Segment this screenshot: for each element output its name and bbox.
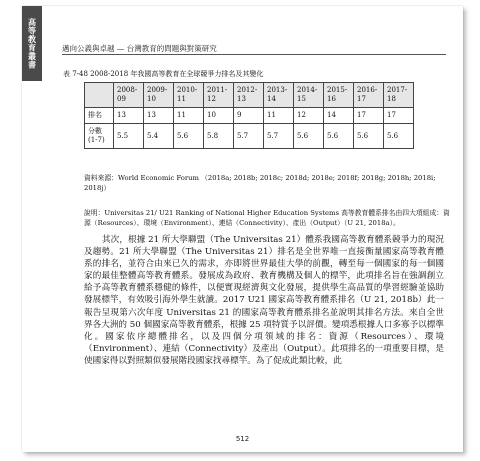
page-number: 512 bbox=[235, 435, 250, 443]
table-header-cell bbox=[85, 83, 114, 108]
table-header-cell: 2013-14 bbox=[264, 83, 294, 108]
table-row-rank bbox=[85, 108, 414, 124]
table-header-cell: 2010-11 bbox=[174, 83, 204, 108]
table-header-cell: 2015-16 bbox=[324, 83, 354, 108]
table-cell: 5.7 bbox=[234, 124, 264, 149]
table-cell: 5.6 bbox=[174, 124, 204, 149]
table-cell: 5.6 bbox=[324, 124, 354, 149]
table-header-cell: 2009-10 bbox=[144, 83, 174, 108]
table-cell: 13 bbox=[144, 108, 174, 124]
table-header-cell: 2016-17 bbox=[354, 83, 384, 108]
table-cell: 12 bbox=[294, 108, 324, 124]
side-tab-label: 高等教育叢書 bbox=[27, 18, 37, 69]
table-cell: 11 bbox=[264, 108, 294, 124]
ranking-table bbox=[84, 82, 414, 149]
table-header-cell: 2014-15 bbox=[294, 83, 324, 108]
table-cell: 13 bbox=[114, 108, 144, 124]
table-cell: 5.6 bbox=[354, 124, 384, 149]
table-cell: 5.8 bbox=[204, 124, 234, 149]
table-cell: 5.4 bbox=[144, 124, 174, 149]
table-cell: 17 bbox=[354, 108, 384, 124]
body-paragraph: 其次，根據 21 所大學聯盟（The Universitas 21）體系我國高等教育體系競爭力的現況及趨勢。21 所大學聯盟（The Universitas 21）排名是全世界唯一直接衡量國家高等教育體系的排名，並符合由來已久的需求，亦即將世界最佳大學的前觀，轉至每一個國家的每一個國家的最佳整體高等教育體系。發展成為政府、教育機構及個人的標竿，此項排名旨在強調創立給予高等教育體系穩健的條件，以便實現經濟與文化發展，提供學生高品質的學習經驗並協助發展標竿，有效吸引海外學生就讀。2017 U21 國家高等教育體系排名（U 21, 2018b）此一報告呈現第六次年度 Universitas 21 的國家高等教育體系排名並說明其排名方法。來自全世界各大洲的 50 個國家高等教育體系，根據 25 項特質予以評價。變項悉根據人口多寡予以標準化。國家依序總體排名，以及四個分項領域的排名：資源（Resources）、環境（Environment）、連結（Connectivity）及產出（Output）。此項排名的一項重要目標，是使國家得以對照類似發展階段國家找尋標竿。為了促成此類比較，此 bbox=[84, 235, 444, 366]
side-tab bbox=[22, 6, 42, 81]
table-cell: 14 bbox=[324, 108, 354, 124]
table-row-score bbox=[85, 124, 414, 149]
header-rule bbox=[62, 54, 446, 55]
table-header-cell: 2017-18 bbox=[384, 83, 414, 108]
table-header-cell: 2008-09 bbox=[114, 83, 144, 108]
table-header-cell: 2011-12 bbox=[204, 83, 234, 108]
table-cell: 5.6 bbox=[384, 124, 414, 149]
document-page bbox=[22, 6, 463, 452]
table-cell: 11 bbox=[174, 108, 204, 124]
table-header-cell: 2012-13 bbox=[234, 83, 264, 108]
table-source: 資料來源：World Economic Forum （2018a; 2018b; 2018c; 2018d; 2018e; 2018f; 2018g; 2018h; 2018i; 2018j） bbox=[84, 174, 436, 192]
table-title: 表 7-48 2008-2018 年我國高等教育在全球競爭力排名及其變化 bbox=[63, 70, 264, 78]
table-cell: 17 bbox=[384, 108, 414, 124]
table-cell: 5.6 bbox=[294, 124, 324, 149]
table-cell: 5.5 bbox=[114, 124, 144, 149]
table-note: 說明：Universitas 21/ U21 Ranking of National Higher Education Systems 高等教育體系排名由四大項組成：資源（Resources）、環境（Environment）、連結（Connectivity）、產出（Output）（U 21, 2018a）。 bbox=[84, 209, 450, 227]
table-cell: 9 bbox=[234, 108, 264, 124]
table-cell: 分數 (1-7) bbox=[85, 124, 114, 149]
table-header-row bbox=[85, 83, 414, 108]
running-head: 邁向公義與卓越 — 台灣教育的問題與對策研究 bbox=[62, 44, 217, 53]
table-cell: 10 bbox=[204, 108, 234, 124]
table-cell: 5.7 bbox=[264, 124, 294, 149]
table-cell: 排名 bbox=[85, 108, 114, 124]
